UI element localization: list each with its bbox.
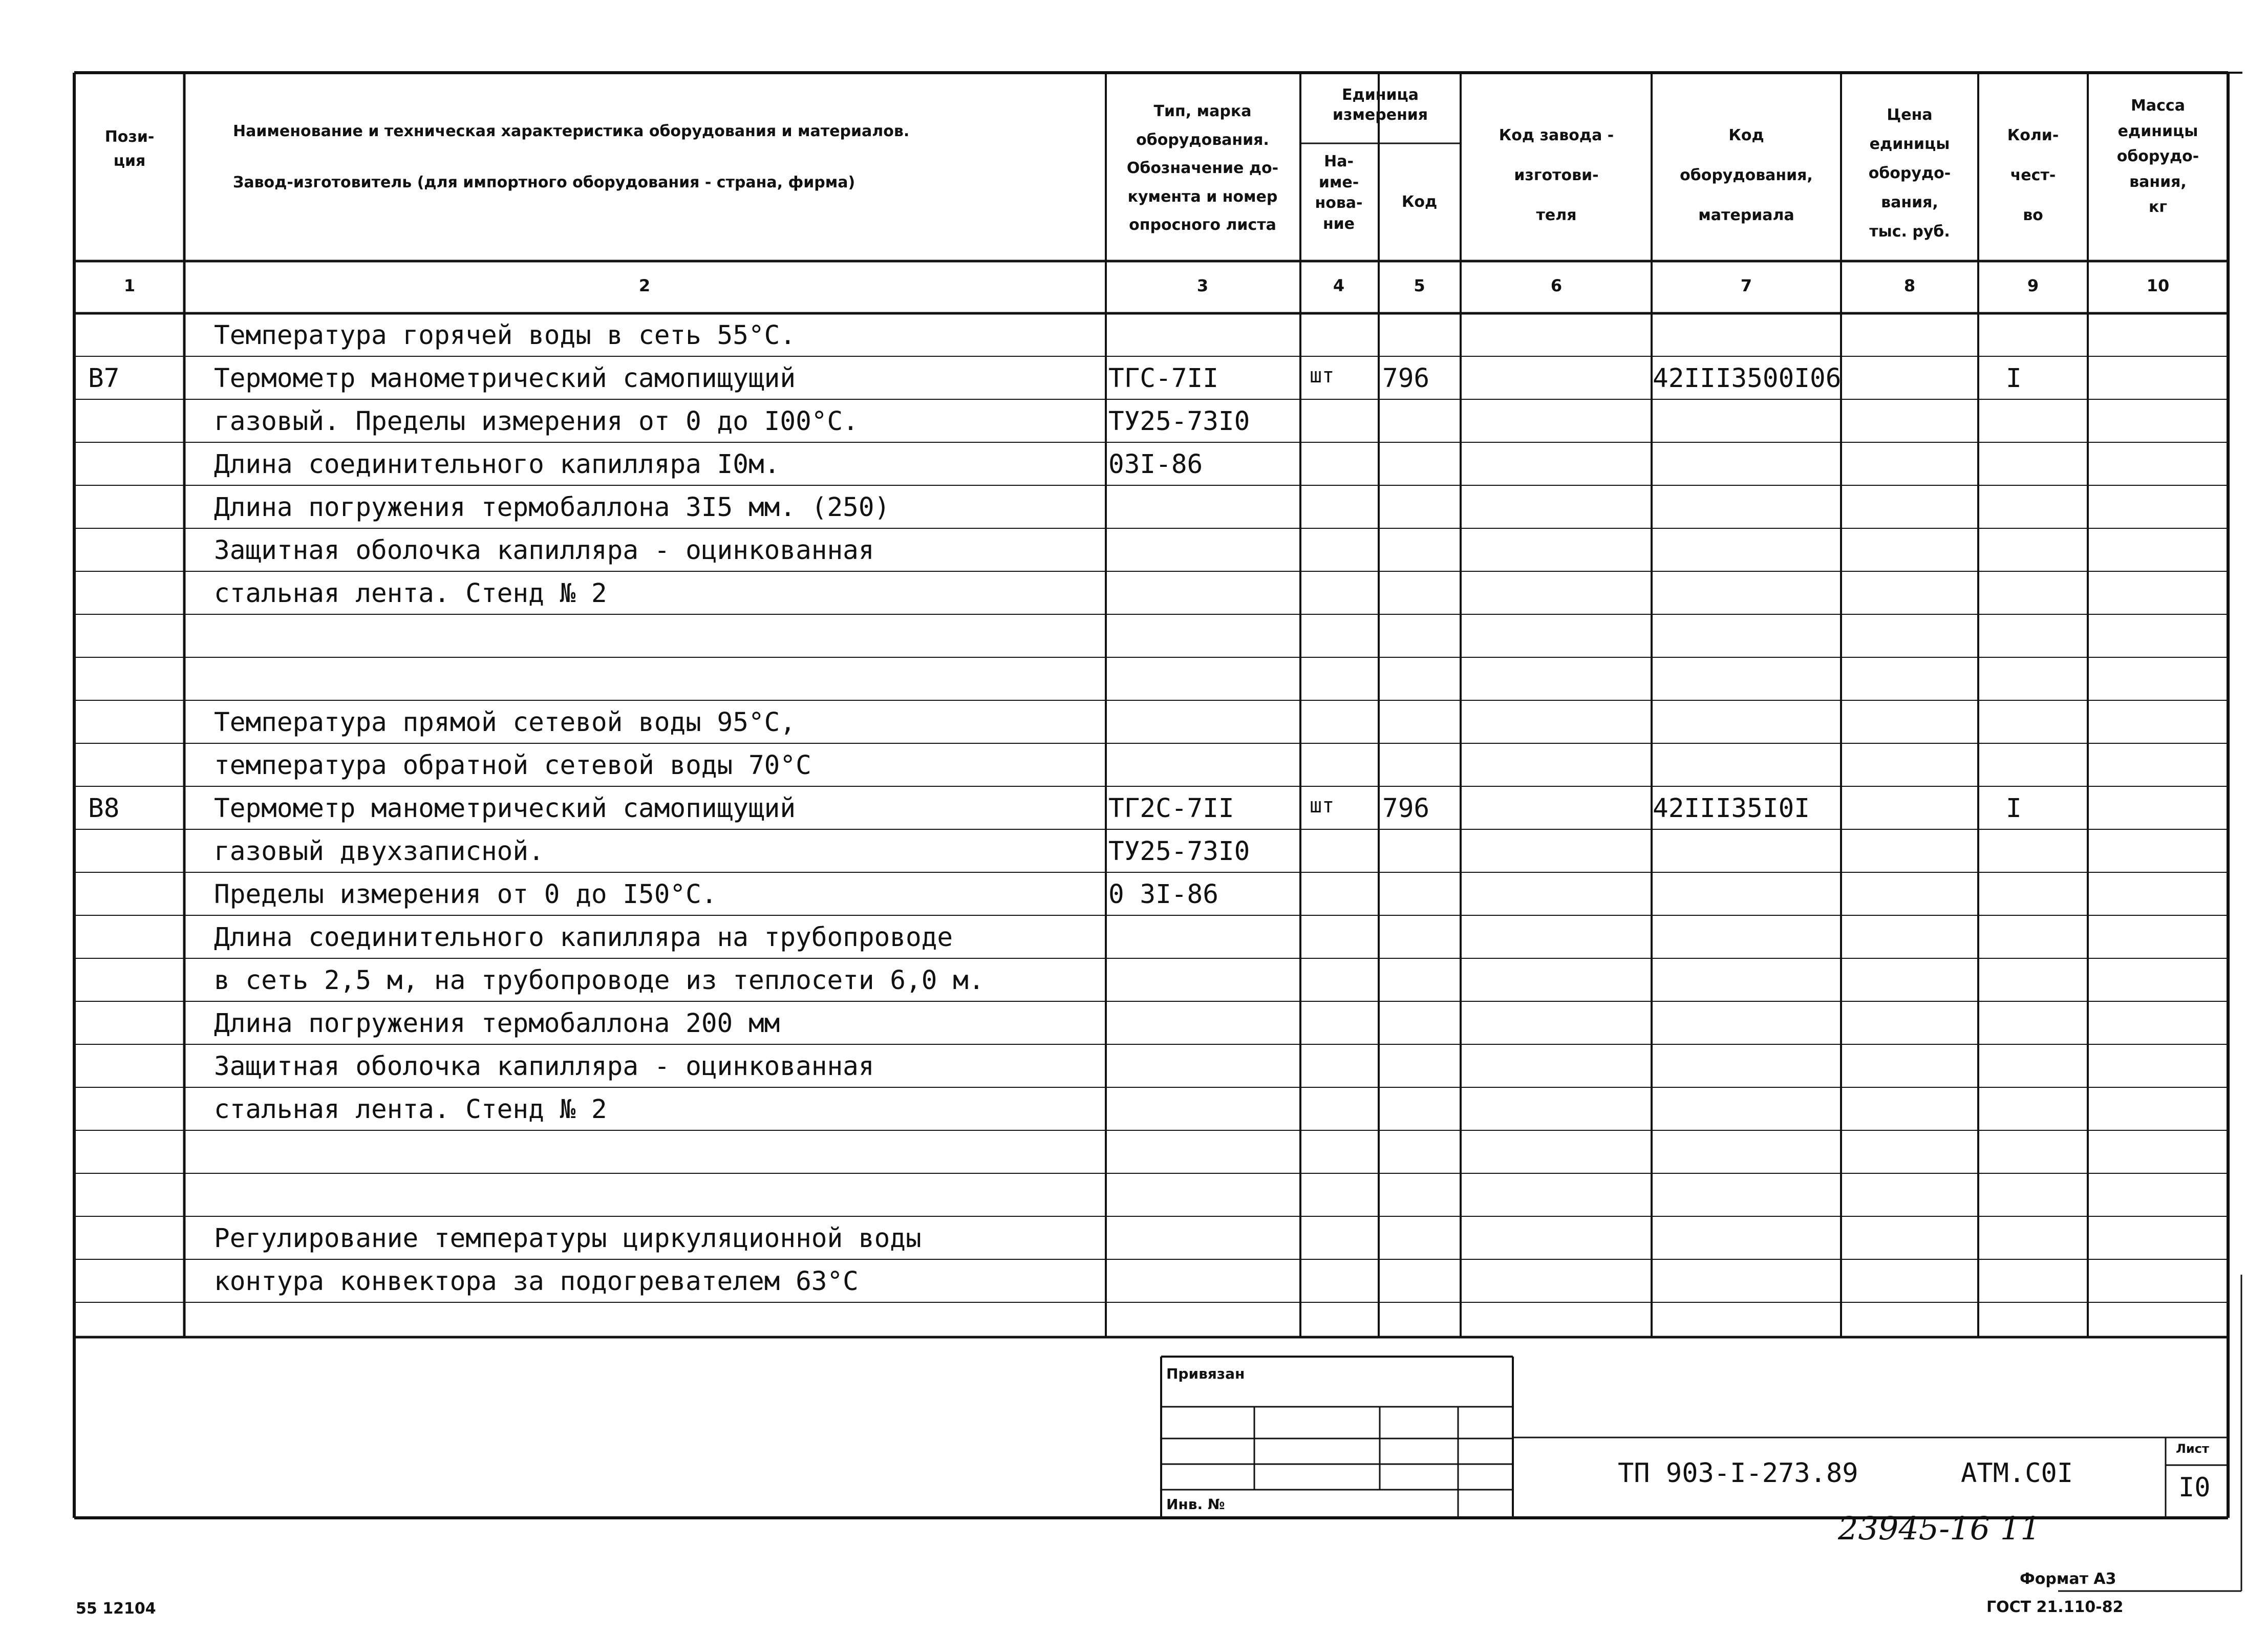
cell-name: Защитная оболочка капилляра - оцинкованная <box>214 1051 874 1082</box>
cell-name: газовый двухзаписной. <box>214 836 544 867</box>
colnum-10: 10 <box>2146 276 2170 295</box>
header-unit-name: На- име- нова- ние <box>1315 153 1363 233</box>
colnum-1: 1 <box>123 276 136 295</box>
cell-name: температура обратной сетевой воды 70°С <box>214 750 811 781</box>
cell-type: ТГ2С-7II <box>1108 793 1234 824</box>
cell-name: Длина погружения термобаллона 3I5 мм. (250) <box>214 492 890 523</box>
cell-type: ТУ25-73I0 <box>1108 836 1250 867</box>
header-unit: Единица измерения <box>1332 86 1428 124</box>
header-name-line1: Наименование и техническая характеристика оборудования и материалов. <box>233 122 910 140</box>
cell-name: Длина соединительного капилляра на трубопроводе <box>214 922 953 953</box>
format-label: Формат А3 <box>2020 1570 2116 1588</box>
cell-name: газовый. Пределы измерения от 0 до I00°С. <box>214 406 859 437</box>
cell-type: 03I-86 <box>1108 449 1203 480</box>
header-mass: Масса единицы оборудо- вания, кг <box>2116 97 2199 216</box>
handwritten-number: 23945-16 11 <box>1838 1510 2041 1547</box>
cell-name: Температура прямой сетевой воды 95°С, <box>214 707 796 738</box>
cell-pos: В7 <box>88 363 120 394</box>
header-factory-code: Код завода - изготови- теля <box>1499 126 1614 224</box>
stamp-privyazan: Привязан <box>1166 1365 1245 1382</box>
colnum-3: 3 <box>1196 276 1209 295</box>
document-number: ТП 903-I-273.89 <box>1618 1458 1858 1489</box>
cell-name: контура конвектора за подогревателем 63°С <box>214 1266 859 1297</box>
cell-code: 796 <box>1382 363 1430 394</box>
cell-name: Термометр манометрический самопищущий <box>214 363 796 394</box>
header-equipment-code: Код оборудования, материала <box>1680 126 1813 224</box>
header-quantity: Коли- чест- во <box>2007 126 2059 224</box>
cell-type: 0 3I-86 <box>1108 879 1218 910</box>
cell-name: Пределы измерения от 0 до I50°С. <box>214 879 717 910</box>
gost-label: ГОСТ 21.110-82 <box>1986 1598 2124 1616</box>
document-code: АТМ.С0I <box>1961 1458 2073 1489</box>
cell-qty: I <box>2006 793 2022 824</box>
colnum-6: 6 <box>1550 276 1563 295</box>
header-price: Цена единицы оборудо- вания, тыс. руб. <box>1868 106 1951 241</box>
sheet-label: Лист <box>2176 1442 2209 1456</box>
cell-name: Регулирование температуры циркуляционной воды <box>214 1223 922 1254</box>
colnum-4: 4 <box>1333 276 1345 295</box>
cell-equip: 42III3500I06 <box>1653 363 1842 394</box>
cell-name: стальная лента. Стенд № 2 <box>214 1094 607 1125</box>
stamp-inv-no: Инв. № <box>1166 1496 1225 1513</box>
header-type: Тип, марка оборудования. Обозначение до- кумента и номер опросного листа <box>1126 102 1279 234</box>
sheet-number: I0 <box>2178 1472 2211 1503</box>
cell-name: Термометр манометрический самопищущий <box>214 793 796 824</box>
cell-name: Длина соединительного капилляра I0м. <box>214 449 780 480</box>
cell-unit: шт <box>1310 794 1335 818</box>
header-unit-code: Код <box>1401 193 1438 211</box>
cell-name: Защитная оболочка капилляра - оцинкованная <box>214 535 874 566</box>
colnum-7: 7 <box>1740 276 1752 295</box>
cell-name: стальная лента. Стенд № 2 <box>214 578 607 609</box>
colnum-9: 9 <box>2027 276 2039 295</box>
cell-type: ТУ25-73I0 <box>1108 406 1250 437</box>
cell-name: Длина погружения термобаллона 200 мм <box>214 1008 780 1039</box>
cell-name: Температура горячей воды в сеть 55°С. <box>214 320 796 351</box>
cell-code: 796 <box>1382 793 1430 824</box>
cell-name: в сеть 2,5 м, на трубопроводе из теплосети 6,0 м. <box>214 965 985 996</box>
colnum-2: 2 <box>638 276 651 295</box>
colnum-5: 5 <box>1414 276 1425 295</box>
colnum-8: 8 <box>1903 276 1916 295</box>
header-position: Пози- ция <box>104 128 155 170</box>
cell-qty: I <box>2006 363 2022 394</box>
cell-unit: шт <box>1310 364 1335 388</box>
cell-equip: 42III35I0I <box>1653 793 1810 824</box>
cell-type: ТГС-7II <box>1108 363 1218 394</box>
print-code: 55 12104 <box>76 1600 156 1618</box>
cell-pos: В8 <box>88 793 120 824</box>
header-name-line2: Завод-изготовитель (для импортного оборудования - страна, фирма) <box>233 174 855 191</box>
